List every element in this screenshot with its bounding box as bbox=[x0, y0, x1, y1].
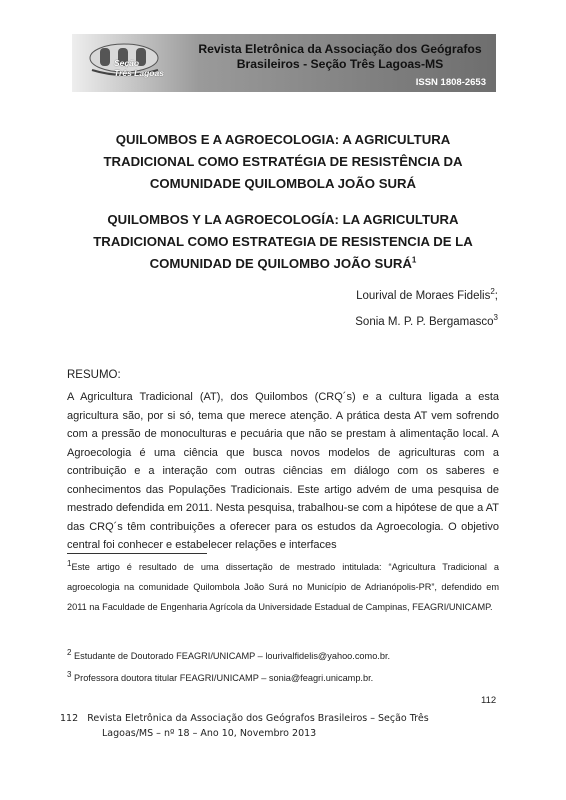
footnote-ref-2: 2 bbox=[490, 287, 495, 297]
author-1-suffix: ; bbox=[494, 290, 498, 302]
footnote-1 bbox=[67, 557, 499, 617]
footnote-3-text: Professora doutora titular FEAGRI/UNICAMP – sonia@feagri.unicamp.br. bbox=[71, 673, 374, 683]
footnote-1-text: Este artigo é resultado de uma dissertação de mestrado intitulada: “Agricultura Tradicional a agroecologia na comunidade Quilombola João Surá no Município de Adrianópolis-PR”, defendido em 2011 na Faculdade de Engenharia Agrícola da Universidade Estadual de Campinas, FEAGRI/UNICAMP. bbox=[67, 562, 499, 612]
footnote-ref-3: 3 bbox=[493, 313, 498, 323]
journal-title-line1: Revista Eletrônica da Associação dos Geógrafos bbox=[198, 42, 482, 56]
footer-page-number: 112 bbox=[60, 713, 79, 724]
author-2 bbox=[355, 313, 498, 328]
footnote-2 bbox=[67, 646, 499, 666]
journal-banner bbox=[72, 34, 496, 92]
title-pt-line2: TRADICIONAL COMO ESTRATÉGIA DE RESISTÊNCIA DA bbox=[103, 154, 463, 169]
footnote-1-number: 1 bbox=[67, 558, 72, 568]
footnote-ref-1: 1 bbox=[411, 255, 417, 265]
footnote-2-text: Estudante de Doutorado FEAGRI/UNICAMP – lourivalfidelis@yahoo.como.br. bbox=[71, 651, 391, 661]
page-footer bbox=[60, 711, 460, 741]
title-es-line3: COMUNIDAD DE QUILOMBO JOÃO SURÁ bbox=[149, 256, 412, 271]
footnote-3-number: 3 bbox=[67, 669, 72, 679]
issn-label: ISSN 1808-2653 bbox=[415, 77, 486, 88]
page-number: 112 bbox=[481, 695, 497, 706]
title-es-line3-wrap bbox=[70, 253, 496, 275]
footnote-3 bbox=[67, 668, 499, 688]
footnote-separator bbox=[67, 553, 207, 554]
title-spanish bbox=[70, 209, 496, 275]
author-2-name: Sonia M. P. P. Bergamasco bbox=[355, 316, 494, 328]
title-portuguese bbox=[70, 129, 496, 195]
title-es-line1: QUILOMBOS Y LA AGROECOLOGÍA: LA AGRICULTURA bbox=[107, 212, 459, 227]
footer-line1: Revista Eletrônica da Associação dos Geógrafos Brasileiros – Seção Três bbox=[87, 713, 429, 724]
title-pt-line1: QUILOMBOS E A AGROECOLOGIA: A AGRICULTURA bbox=[115, 132, 451, 147]
title-es-line2: TRADICIONAL COMO ESTRATEGIA DE RESISTENCIA DE LA bbox=[93, 234, 473, 249]
abstract-text: A Agricultura Tradicional (AT), dos Quilombos (CRQ´s) e a cultura ligada a esta agricultura são, por si só, tema que merece atenção. A prática desta AT vem sofrendo com a pressão de monoculturas e pecuária que não se prestam à alimentação local. A Agroecologia é uma ciência que busca novos modelos de agriculturas com a contribuição e a interação com outras ciências em diálogo com os saberes e conhecimentos das Populações Tradicionais. Este artigo advém de uma pesquisa de mestrado defendida em 2011. Nesta pesquisa, trabalhou-se com a hipótese de que a AT das CRQ´s têm contribuições a oferecer para os estudos da Agroecologia. O objetivo central foi conhecer e estabelecer relações e interfaces bbox=[67, 391, 499, 551]
title-pt-line3: COMUNIDADE QUILOMBOLA JOÃO SURÁ bbox=[149, 176, 417, 191]
journal-title bbox=[192, 42, 488, 72]
logo-caption bbox=[114, 58, 164, 78]
footnote-2-number: 2 bbox=[67, 647, 72, 657]
author-1-name: Lourival de Moraes Fidelis bbox=[356, 290, 491, 302]
footer-line2: Lagoas/MS – nº 18 – Ano 10, Novembro 2013 bbox=[102, 728, 317, 739]
journal-title-line2: Brasileiros - Seção Três Lagoas-MS bbox=[236, 57, 444, 71]
logo-caption-line1: Seção bbox=[114, 58, 140, 68]
logo-caption-line2: Três Lagoas bbox=[114, 68, 164, 78]
resumo-heading: RESUMO: bbox=[67, 369, 121, 381]
author-1 bbox=[356, 287, 498, 302]
